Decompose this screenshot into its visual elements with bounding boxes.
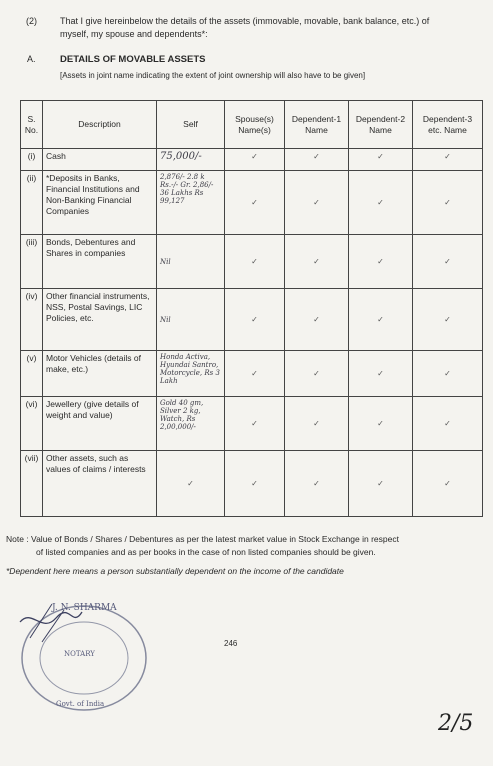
table-row (21, 397, 483, 451)
header-dependent-1: Dependent-1 Name (285, 101, 349, 149)
tick-mark: ✓ (251, 198, 258, 207)
tick-mark: ✓ (377, 198, 384, 207)
row-sno: (v) (21, 351, 43, 397)
tick-mark: ✓ (444, 419, 451, 428)
header-description: Description (43, 101, 157, 149)
tick-mark: ✓ (187, 479, 194, 488)
header-dependent-2: Dependent-2 Name (349, 101, 413, 149)
tick-mark: ✓ (377, 369, 384, 378)
stamp-text-mid: NOTARY (64, 650, 95, 658)
dependent-footnote: *Dependent here means a person substantially dependent on the income of the candidate (6, 566, 344, 576)
table-row (21, 351, 483, 397)
tick-mark: ✓ (377, 479, 384, 488)
tick-mark: ✓ (313, 257, 320, 266)
tick-mark: ✓ (251, 152, 258, 161)
tick-mark: ✓ (251, 479, 258, 488)
table-header-row (21, 101, 483, 149)
tick-mark: ✓ (313, 369, 320, 378)
tick-mark: ✓ (377, 152, 384, 161)
tick-mark: ✓ (444, 198, 451, 207)
tick-mark: ✓ (313, 419, 320, 428)
row-description: Motor Vehicles (details of make, etc.) (43, 351, 157, 397)
table-row (21, 451, 483, 517)
row-sno: (ii) (21, 171, 43, 235)
handwritten-self-value: 2,876/- 2.8 k Rs.-/- Gr. 2,86/- 36 Lakhs Rs 99,127 (160, 173, 214, 205)
row-description: Other financial instruments, NSS, Postal Savings, LIC Policies, etc. (43, 289, 157, 351)
row-description: Cash (43, 149, 157, 171)
header-sno: S. No. (21, 101, 43, 149)
tick-mark: ✓ (377, 257, 384, 266)
table-row (21, 171, 483, 235)
tick-mark: ✓ (313, 198, 320, 207)
section-letter: A. (27, 54, 36, 64)
row-description: Other assets, such as values of claims / interests (43, 451, 157, 517)
note-line-2: of listed companies and as per books in the case of non listed companies should be given. (36, 547, 376, 557)
table-row (21, 149, 483, 171)
handwritten-self-value: Nil (160, 316, 171, 324)
section-heading: DETAILS OF MOVABLE ASSETS (60, 54, 206, 65)
tick-mark: ✓ (444, 257, 451, 266)
page-fraction: 2/5 (438, 711, 474, 736)
row-description: *Deposits in Banks, Financial Institutions and Non-Banking Financial Companies (43, 171, 157, 235)
header-spouse: Spouse(s) Name(s) (225, 101, 285, 149)
note-line-1: Note : Value of Bonds / Shares / Debentures as per the latest market value in Stock Exchange in respect (6, 534, 399, 544)
row-sno: (vi) (21, 397, 43, 451)
tick-mark: ✓ (313, 315, 320, 324)
row-sno: (i) (21, 149, 43, 171)
tick-mark: ✓ (444, 152, 451, 161)
tick-mark: ✓ (313, 479, 320, 488)
row-description: Bonds, Debentures and Shares in companies (43, 235, 157, 289)
header-self: Self (157, 101, 225, 149)
handwritten-self-value: Nil (160, 258, 171, 266)
table-row (21, 235, 483, 289)
tick-mark: ✓ (444, 369, 451, 378)
tick-mark: ✓ (377, 315, 384, 324)
stamp-text-bottom: Govt. of India (56, 700, 105, 708)
handwritten-self-value: Gold 40 gm, Silver 2 kg, Watch, Rs 2,00,000/- (160, 399, 204, 431)
row-sno: (iii) (21, 235, 43, 289)
row-description: Jewellery (give details of weight and value) (43, 397, 157, 451)
handwritten-self-value: 75,000/- (160, 151, 202, 162)
tick-mark: ✓ (444, 315, 451, 324)
intro-line-2: myself, my spouse and dependents*: (60, 29, 208, 39)
tick-mark: ✓ (444, 479, 451, 488)
tick-mark: ✓ (251, 419, 258, 428)
stamp-text-top: J. N. SHARMA (52, 603, 117, 613)
tick-mark: ✓ (377, 419, 384, 428)
intro-line-1: That I give hereinbelow the details of the assets (immovable, movable, bank balance, etc.) of (60, 16, 430, 26)
intro-number: (2) (26, 16, 37, 26)
handwritten-self-value: Honda Activa, Hyundai Santro, Motorcycle, Rs 3 Lakh (160, 353, 220, 385)
tick-mark: ✓ (251, 369, 258, 378)
header-dependent-3: Dependent-3 etc. Name (413, 101, 483, 149)
table-row (21, 289, 483, 351)
row-sno: (iv) (21, 289, 43, 351)
tick-mark: ✓ (313, 152, 320, 161)
tick-mark: ✓ (251, 257, 258, 266)
page-number: 246 (224, 639, 238, 648)
tick-mark: ✓ (251, 315, 258, 324)
movable-assets-table (20, 100, 483, 517)
section-subnote: [Assets in joint name indicating the extent of joint ownership will also have to be given] (60, 71, 366, 80)
row-sno: (vii) (21, 451, 43, 517)
